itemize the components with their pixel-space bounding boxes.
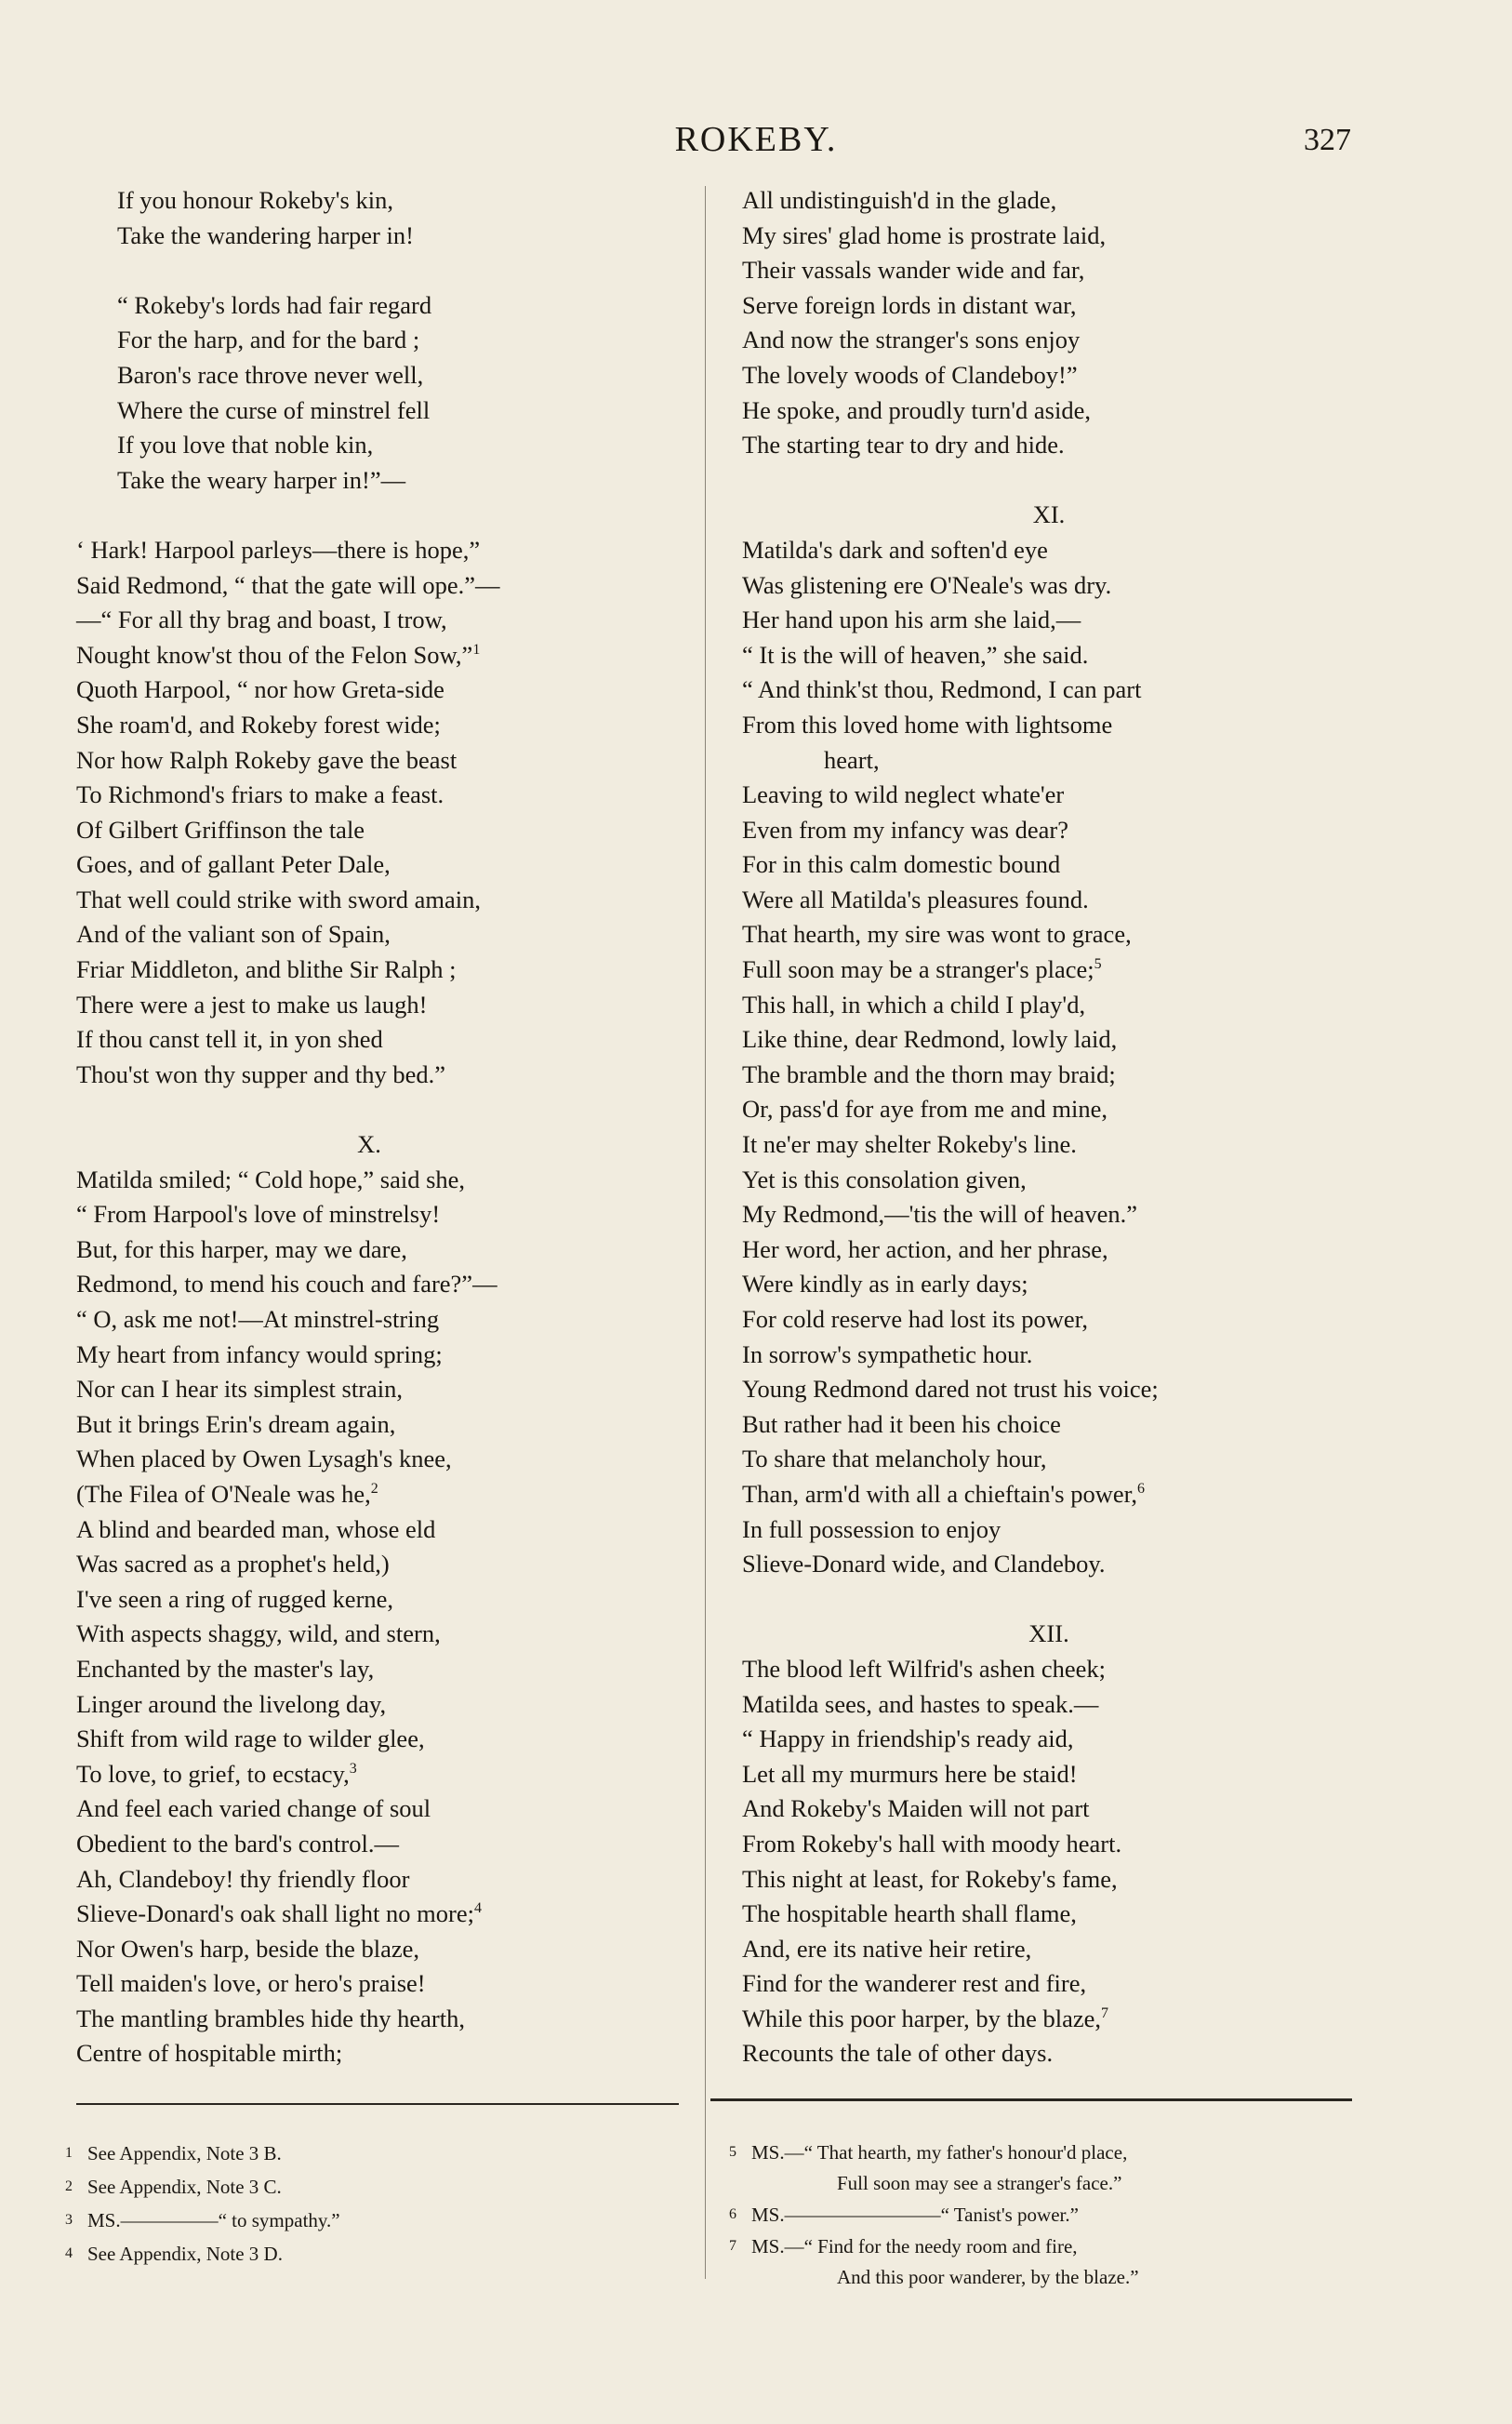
footnote xyxy=(729,2231,1380,2293)
verse-line xyxy=(76,1582,681,1618)
verse-text: Of Gilbert Griffinson the tale xyxy=(76,815,365,844)
verse-line xyxy=(742,253,1374,288)
verse-text: Slieve-Donard wide, and Clandeboy. xyxy=(742,1550,1106,1578)
verse-text: Let all my murmurs here be staid! xyxy=(742,1759,1078,1788)
verse-line xyxy=(76,393,681,429)
footnote-continuation: Full soon may see a stranger's face.” xyxy=(837,2172,1122,2194)
verse-line xyxy=(76,288,681,324)
verse-line xyxy=(742,1372,1374,1407)
verse-text: Nor can I hear its simplest strain, xyxy=(76,1375,404,1404)
verse-line xyxy=(742,323,1374,358)
verse-text: (The Filea of O'Neale was he, xyxy=(76,1479,371,1508)
footnote-number: 6 xyxy=(729,2206,736,2222)
verse-line xyxy=(742,778,1374,813)
footnote-text: MS.—“ That hearth, my father's honour'd place, xyxy=(751,2141,1128,2164)
footnote-text: MS.—“ Find for the needy room and fire, xyxy=(751,2235,1078,2258)
verse-line xyxy=(76,1197,681,1232)
verse-line xyxy=(76,1512,681,1548)
verse-line xyxy=(76,988,681,1023)
verse-line xyxy=(76,673,681,708)
verse-line xyxy=(76,1477,681,1512)
verse-text: “ And think'st thou, Redmond, I can part xyxy=(742,675,1142,704)
verse-line xyxy=(742,1512,1374,1548)
verse-text: To love, to grief, to ecstacy, xyxy=(76,1759,350,1788)
verse-line xyxy=(76,2002,681,2037)
right-column xyxy=(742,183,1374,2071)
verse-line xyxy=(76,358,681,393)
footnote-text: See Appendix, Note 3 C. xyxy=(87,2176,282,2198)
verse-text: Thou'st won thy supper and thy bed.” xyxy=(76,1059,446,1088)
verse-text: Or, pass'd for aye from me and mine, xyxy=(742,1095,1107,1124)
verse-text: Where the curse of minstrel fell xyxy=(117,395,431,424)
verse-line xyxy=(742,1827,1374,1862)
footnote-marker: 7 xyxy=(1101,2005,1108,2022)
verse-line xyxy=(76,2036,681,2071)
verse-text: Full soon may be a stranger's place; xyxy=(742,955,1094,984)
footnote-marker: 4 xyxy=(473,1900,482,1917)
verse-text: “ It is the will of heaven,” she said. xyxy=(742,640,1089,669)
verse-text: “ Happy in friendship's ready aid, xyxy=(742,1725,1074,1753)
verse-text: I've seen a ring of rugged kerne, xyxy=(76,1584,394,1613)
verse-line xyxy=(742,917,1374,952)
footnote-number: 2 xyxy=(65,2178,73,2194)
verse-text: Was sacred as a prophet's held,) xyxy=(76,1550,390,1578)
verse-text: “ O, ask me not!—At minstrel-string xyxy=(76,1305,440,1333)
footnote-number: 1 xyxy=(65,2145,73,2161)
verse-line xyxy=(76,743,681,779)
verse-text: Tell maiden's love, or hero's praise! xyxy=(76,1969,426,1998)
footnote-marker: 1 xyxy=(472,641,481,658)
verse-line xyxy=(76,463,681,499)
verse-text: Obedient to the bard's control.— xyxy=(76,1829,399,1858)
verse-text: Said Redmond, “ that the gate will ope.”— xyxy=(76,570,500,599)
verse-line xyxy=(76,1267,681,1302)
verse-text: He spoke, and proudly turn'd aside, xyxy=(742,395,1091,424)
verse-text: Centre of hospitable mirth; xyxy=(76,2039,343,2068)
verse-text: Quoth Harpool, “ nor how Greta-side xyxy=(76,675,444,704)
verse-text: If you love that noble kin, xyxy=(117,431,374,459)
verse-line xyxy=(76,952,681,988)
footnote-number: 5 xyxy=(729,2144,736,2160)
verse-line xyxy=(742,1058,1374,1093)
verse-line xyxy=(742,1791,1374,1827)
column-divider xyxy=(705,186,706,2279)
verse-text: “ Rokeby's lords had fair regard xyxy=(117,290,432,319)
verse-text: Goes, and of gallant Peter Dale, xyxy=(76,850,391,879)
verse-text: Were kindly as in early days; xyxy=(742,1270,1028,1299)
verse-line xyxy=(742,1722,1374,1757)
verse-line xyxy=(76,1827,681,1862)
verse-line xyxy=(76,917,681,952)
verse-line xyxy=(76,533,681,568)
verse-line xyxy=(76,1652,681,1687)
verse-line xyxy=(76,1862,681,1898)
verse-text: When placed by Owen Lysagh's knee, xyxy=(76,1445,452,1473)
verse-line xyxy=(742,673,1374,708)
verse-text: But, for this harper, may we dare, xyxy=(76,1234,407,1263)
verse-text: Nought know'st thou of the Felon Sow,” xyxy=(76,640,473,669)
verse-text: The bramble and the thorn may braid; xyxy=(742,1059,1116,1088)
verse-line xyxy=(76,1372,681,1407)
footnote-text: MS.—————“ to sympathy.” xyxy=(87,2209,340,2231)
verse-line xyxy=(742,1932,1374,1967)
left-column xyxy=(76,183,681,2071)
verse-line xyxy=(742,1127,1374,1163)
verse-line xyxy=(76,1966,681,2002)
verse-text: But rather had it been his choice xyxy=(742,1409,1061,1438)
verse-line xyxy=(76,1932,681,1967)
verse-line xyxy=(742,1862,1374,1898)
footnote xyxy=(65,2204,670,2237)
verse-text: Nor how Ralph Rokeby gave the beast xyxy=(76,745,458,774)
verse-text: Were all Matilda's pleasures found. xyxy=(742,885,1089,913)
verse-text: While this poor harper, by the blaze, xyxy=(742,2004,1101,2032)
verse-line xyxy=(76,847,681,883)
verse-line xyxy=(76,603,681,638)
verse-line xyxy=(742,1407,1374,1443)
verse-text: My sires' glad home is prostrate laid, xyxy=(742,220,1107,249)
verse-line xyxy=(742,2036,1374,2071)
footnotes-right xyxy=(729,2137,1380,2293)
verse-line xyxy=(742,2002,1374,2037)
verse-text: If thou canst tell it, in yon shed xyxy=(76,1025,383,1054)
verse-text: To share that melancholy hour, xyxy=(742,1445,1047,1473)
verse-text: Shift from wild rage to wilder glee, xyxy=(76,1725,425,1753)
footnote xyxy=(65,2237,670,2271)
verse-text: The mantling brambles hide thy hearth, xyxy=(76,2004,465,2032)
running-title: ROKEBY. xyxy=(674,120,838,159)
verse-text: There were a jest to make us laugh! xyxy=(76,990,428,1019)
verse-text: From Rokeby's hall with moody heart. xyxy=(742,1829,1122,1858)
verse-text: For cold reserve had lost its power, xyxy=(742,1305,1089,1333)
verse-line xyxy=(76,1547,681,1582)
footnote xyxy=(729,2137,1380,2199)
verse-line xyxy=(742,1652,1374,1687)
verse-text: Linger around the livelong day, xyxy=(76,1689,387,1718)
verse-line xyxy=(76,708,681,743)
verse-text: The hospitable hearth shall flame, xyxy=(742,1899,1077,1928)
verse-line xyxy=(742,358,1374,393)
verse-text: The starting tear to dry and hide. xyxy=(742,431,1065,459)
verse-text: And feel each varied change of soul xyxy=(76,1794,431,1823)
verse-text: Her hand upon his arm she laid,— xyxy=(742,606,1081,634)
verse-line xyxy=(742,708,1374,743)
verse-text: Recounts the tale of other days. xyxy=(742,2039,1054,2068)
verse-line xyxy=(742,1547,1374,1582)
footnote-continuation: And this poor wanderer, by the blaze.” xyxy=(837,2266,1139,2288)
verse-line xyxy=(76,219,681,254)
verse-text: Ah, Clandeboy! thy friendly floor xyxy=(76,1864,410,1893)
verse-line xyxy=(742,1757,1374,1792)
verse-text: And of the valiant son of Spain, xyxy=(76,920,391,949)
verse-text: —“ For all thy brag and boast, I trow, xyxy=(76,606,447,634)
verse-text: All undistinguish'd in the glade, xyxy=(742,186,1057,214)
verse-text: And now the stranger's sons enjoy xyxy=(742,326,1081,354)
verse-text: But it brings Erin's dream again, xyxy=(76,1409,396,1438)
section-heading: XI. xyxy=(1032,500,1066,529)
verse-text: From this loved home with lightsome xyxy=(742,710,1113,739)
section-heading: XII. xyxy=(1028,1619,1069,1648)
verse-line xyxy=(742,1197,1374,1232)
footnote-text: See Appendix, Note 3 B. xyxy=(87,2142,282,2164)
verse-text: My heart from infancy would spring; xyxy=(76,1339,443,1368)
footnote-rule-right xyxy=(710,2098,1352,2101)
verse-text: Was glistening ere O'Neale's was dry. xyxy=(742,570,1112,599)
verse-line xyxy=(76,1302,681,1338)
footnote-marker: 6 xyxy=(1136,1481,1145,1498)
verse-line xyxy=(742,847,1374,883)
verse-text: Yet is this consolation given, xyxy=(742,1165,1027,1193)
verse-line xyxy=(76,568,681,604)
verse-line xyxy=(742,1966,1374,2002)
verse-line xyxy=(742,883,1374,918)
verse-text: Matilda sees, and hastes to speak.— xyxy=(742,1689,1099,1718)
verse-line xyxy=(76,1897,681,1932)
verse-text: She roam'd, and Rokeby forest wide; xyxy=(76,710,441,739)
verse-line xyxy=(742,1302,1374,1338)
verse-line xyxy=(76,1442,681,1477)
verse-line xyxy=(76,813,681,848)
verse-line xyxy=(742,1442,1374,1477)
verse-text: Than, arm'd with all a chieftain's power, xyxy=(742,1479,1137,1508)
verse-text: “ From Harpool's love of minstrelsy! xyxy=(76,1200,441,1229)
verse-text: Even from my infancy was dear? xyxy=(742,815,1068,844)
verse-text: Take the weary harper in!”— xyxy=(117,465,406,494)
verse-text: Matilda's dark and soften'd eye xyxy=(742,535,1048,564)
verse-line xyxy=(742,568,1374,604)
stanza-gap xyxy=(76,253,681,288)
footnote xyxy=(729,2199,1380,2231)
verse-text: Serve foreign lords in distant war, xyxy=(742,290,1077,319)
footnote-marker: 2 xyxy=(370,1481,378,1498)
verse-line xyxy=(76,1687,681,1723)
verse-line xyxy=(742,288,1374,324)
verse-line xyxy=(742,603,1374,638)
verse-line xyxy=(76,638,681,673)
verse-line xyxy=(742,638,1374,673)
verse-line xyxy=(742,1267,1374,1302)
verse-text: And, ere its native heir retire, xyxy=(742,1934,1032,1963)
verse-text: That hearth, my sire was wont to grace, xyxy=(742,920,1132,949)
verse-line xyxy=(742,1477,1374,1512)
verse-text: Like thine, dear Redmond, lowly laid, xyxy=(742,1025,1118,1054)
verse-text: heart, xyxy=(824,745,880,774)
footnote-rule-left xyxy=(76,2103,679,2105)
verse-line xyxy=(76,778,681,813)
verse-text: My Redmond,—'tis the will of heaven.” xyxy=(742,1200,1138,1229)
verse-line xyxy=(76,428,681,463)
verse-text: Matilda smiled; “ Cold hope,” said she, xyxy=(76,1165,466,1193)
verse-text: Their vassals wander wide and far, xyxy=(742,256,1085,285)
verse-line xyxy=(742,1897,1374,1932)
verse-text: To Richmond's friars to make a feast. xyxy=(76,780,444,809)
verse-line xyxy=(76,883,681,918)
verse-text: The lovely woods of Clandeboy!” xyxy=(742,360,1078,389)
footnote-marker: 3 xyxy=(349,1760,357,1777)
verse-text: In sorrow's sympathetic hour. xyxy=(742,1339,1033,1368)
verse-line xyxy=(742,743,1374,779)
stanza-gap xyxy=(76,498,681,533)
verse-line xyxy=(742,1163,1374,1198)
verse-text: It ne'er may shelter Rokeby's line. xyxy=(742,1130,1077,1159)
footnotes-left xyxy=(65,2137,670,2271)
footnote xyxy=(65,2137,670,2170)
verse-line xyxy=(76,1722,681,1757)
verse-line xyxy=(76,1338,681,1373)
verse-line xyxy=(742,219,1374,254)
verse-text: Her word, her action, and her phrase, xyxy=(742,1234,1108,1263)
verse-line xyxy=(742,393,1374,429)
verse-text: That well could strike with sword amain, xyxy=(76,885,481,913)
verse-line xyxy=(742,183,1374,219)
verse-line xyxy=(742,1338,1374,1373)
footnote-number: 7 xyxy=(729,2238,736,2254)
stanza-gap xyxy=(742,1582,1374,1618)
footnote-number: 3 xyxy=(65,2212,73,2228)
verse-text: With aspects shaggy, wild, and stern, xyxy=(76,1619,441,1648)
footnote-marker: 5 xyxy=(1094,956,1102,973)
verse-text: This night at least, for Rokeby's fame, xyxy=(742,1864,1118,1893)
verse-text: Nor Owen's harp, beside the blaze, xyxy=(76,1934,420,1963)
footnote-text: See Appendix, Note 3 D. xyxy=(87,2243,283,2265)
stanza-gap xyxy=(742,463,1374,499)
verse-line xyxy=(76,1791,681,1827)
verse-text: Redmond, to mend his couch and fare?”— xyxy=(76,1270,497,1299)
verse-text: In full possession to enjoy xyxy=(742,1514,1001,1543)
page-number: 327 xyxy=(1304,123,1351,157)
verse-text: Enchanted by the master's lay, xyxy=(76,1654,375,1683)
verse-line xyxy=(76,1407,681,1443)
verse-line xyxy=(76,323,681,358)
verse-text: For in this calm domestic bound xyxy=(742,850,1061,879)
verse-line xyxy=(742,1092,1374,1127)
verse-text: Leaving to wild neglect whate'er xyxy=(742,780,1065,809)
verse-line xyxy=(742,428,1374,463)
footnote-text: MS.————————“ Tanist's power.” xyxy=(751,2204,1079,2226)
footnote-number: 4 xyxy=(65,2245,73,2261)
verse-text: Find for the wanderer rest and fire, xyxy=(742,1969,1087,1998)
verse-line xyxy=(76,1232,681,1268)
verse-text: Friar Middleton, and blithe Sir Ralph ; xyxy=(76,955,457,984)
verse-text: For the harp, and for the bard ; xyxy=(117,326,420,354)
verse-text: Take the wandering harper in! xyxy=(117,220,414,249)
verse-text: Slieve-Donard's oak shall light no more; xyxy=(76,1899,474,1928)
verse-text: A blind and bearded man, whose eld xyxy=(76,1514,436,1543)
verse-line xyxy=(742,1687,1374,1723)
verse-line xyxy=(76,1163,681,1198)
verse-text: Baron's race throve never well, xyxy=(117,360,424,389)
verse-line xyxy=(742,988,1374,1023)
verse-text: And Rokeby's Maiden will not part xyxy=(742,1794,1090,1823)
verse-line xyxy=(742,813,1374,848)
stanza-gap xyxy=(76,1092,681,1127)
verse-text: The blood left Wilfrid's ashen cheek; xyxy=(742,1654,1107,1683)
verse-line xyxy=(742,1022,1374,1058)
verse-line xyxy=(742,952,1374,988)
verse-line xyxy=(76,1022,681,1058)
verse-line xyxy=(76,1617,681,1652)
verse-text: This hall, in which a child I play'd, xyxy=(742,990,1086,1019)
verse-line xyxy=(76,1058,681,1093)
verse-text: ‘ Hark! Harpool parleys—there is hope,” xyxy=(76,535,481,564)
section-heading: X. xyxy=(357,1130,381,1159)
footnote xyxy=(65,2170,670,2204)
verse-text: Young Redmond dared not trust his voice; xyxy=(742,1375,1159,1404)
verse-line xyxy=(76,183,681,219)
verse-line xyxy=(76,1757,681,1792)
verse-text: If you honour Rokeby's kin, xyxy=(117,186,393,214)
verse-line xyxy=(742,1232,1374,1268)
verse-line xyxy=(742,533,1374,568)
